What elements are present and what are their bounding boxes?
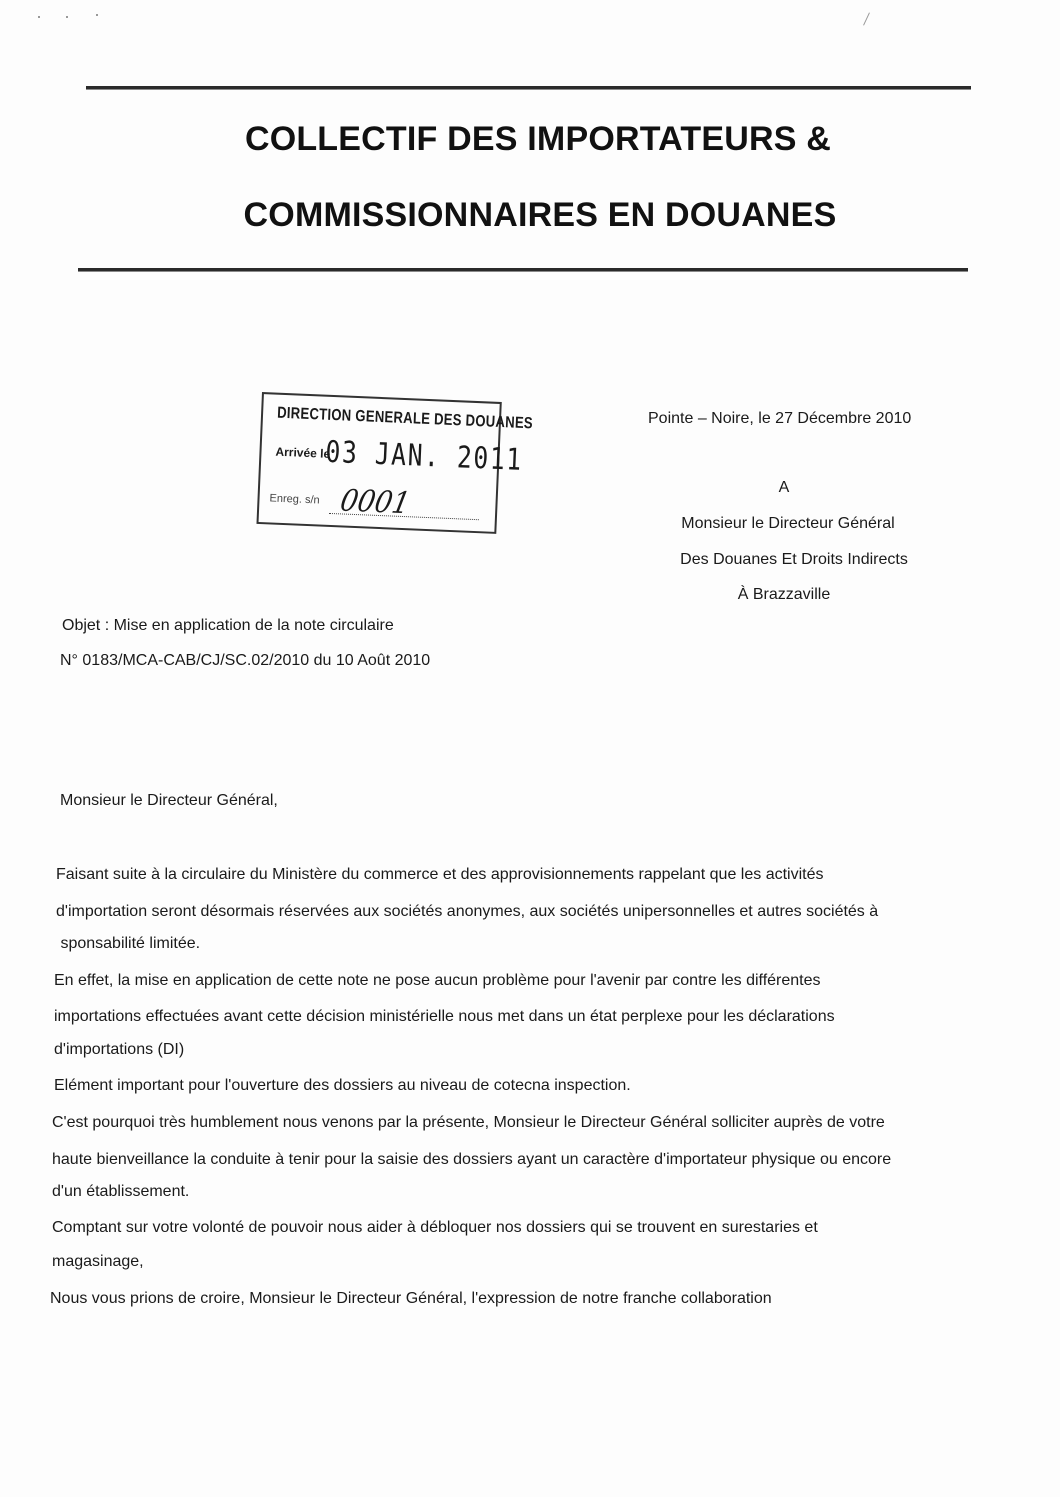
subject-line-1: Objet : Mise en application de la note circulaire — [62, 617, 394, 634]
body-line: haute bienveillance la conduite à tenir pour la saisie des dossiers ayant un caractère d'importateur physique ou encore — [52, 1151, 892, 1168]
body-line: d'importations (DI) — [54, 1041, 185, 1058]
body-line: En effet, la mise en application de cette note ne pose aucun problème pour l'avenir par contre les différentes — [54, 972, 821, 989]
salutation: Monsieur le Directeur Général, — [60, 792, 278, 809]
body-line: Comptant sur votre volonté de pouvoir nous aider à débloquer nos dossiers qui se trouvent en surestaries et — [52, 1219, 818, 1236]
body-line: magasinage, — [52, 1253, 144, 1270]
stamp-title: DIRECTION GENERALE DES DOUANES — [276, 404, 534, 433]
subject-line-2: N° 0183/MCA-CAB/CJ/SC.02/2010 du 10 Août 2010 — [60, 652, 431, 669]
body-line: C'est pourquoi très humblement nous venons par la présente, Monsieur le Directeur Général solliciter auprès de votre — [52, 1114, 885, 1131]
body-line: Faisant suite à la circulaire du Ministère du commerce et des approvisionnements rappelant que les activités — [56, 866, 824, 883]
recipient-line-1: Monsieur le Directeur Général — [681, 515, 895, 532]
body-line: d'un établissement. — [52, 1183, 190, 1200]
stamp-enreg-label: Enreg. s/n — [269, 492, 320, 507]
scan-speck — [96, 14, 98, 16]
stamp-date: 03 JAN. 2011 — [324, 434, 524, 478]
header-top-rule — [86, 86, 971, 90]
place-and-date: Pointe – Noire, le 27 Décembre 2010 — [648, 410, 912, 427]
header-title-line-1: COLLECTIF DES IMPORTATEURS & — [244, 120, 832, 158]
scan-speck — [863, 12, 870, 25]
body-line: importations effectuées avant cette décision ministérielle nous met dans un état perplexe pour les déclarations — [54, 1008, 835, 1025]
header-title-line-2: COMMISSIONNAIRES EN DOUANES — [243, 196, 837, 234]
stamp-handwritten-number: 0001 — [337, 483, 413, 522]
recipient-line-3: À Brazzaville — [737, 586, 831, 603]
scan-speck — [66, 16, 68, 18]
body-line: Elément important pour l'ouverture des dossiers au niveau de cotecna inspection. — [54, 1077, 631, 1094]
reception-stamp — [256, 392, 534, 534]
body-line: d'importation seront désormais réservées aux sociétés anonymes, aux sociétés unipersonnelles et autres sociétés à — [56, 903, 879, 920]
scan-speck — [38, 16, 40, 18]
recipient-prefix: A — [778, 479, 790, 496]
recipient-line-2: Des Douanes Et Droits Indirects — [680, 551, 908, 568]
body-line: sponsabilité limitée. — [56, 935, 201, 952]
stamp-arrivee-label: Arrivée le — [275, 444, 331, 461]
header-bottom-rule — [78, 268, 968, 272]
body-line: Nous vous prions de croire, Monsieur le Directeur Général, l'expression de notre franche collaboration — [50, 1290, 772, 1307]
